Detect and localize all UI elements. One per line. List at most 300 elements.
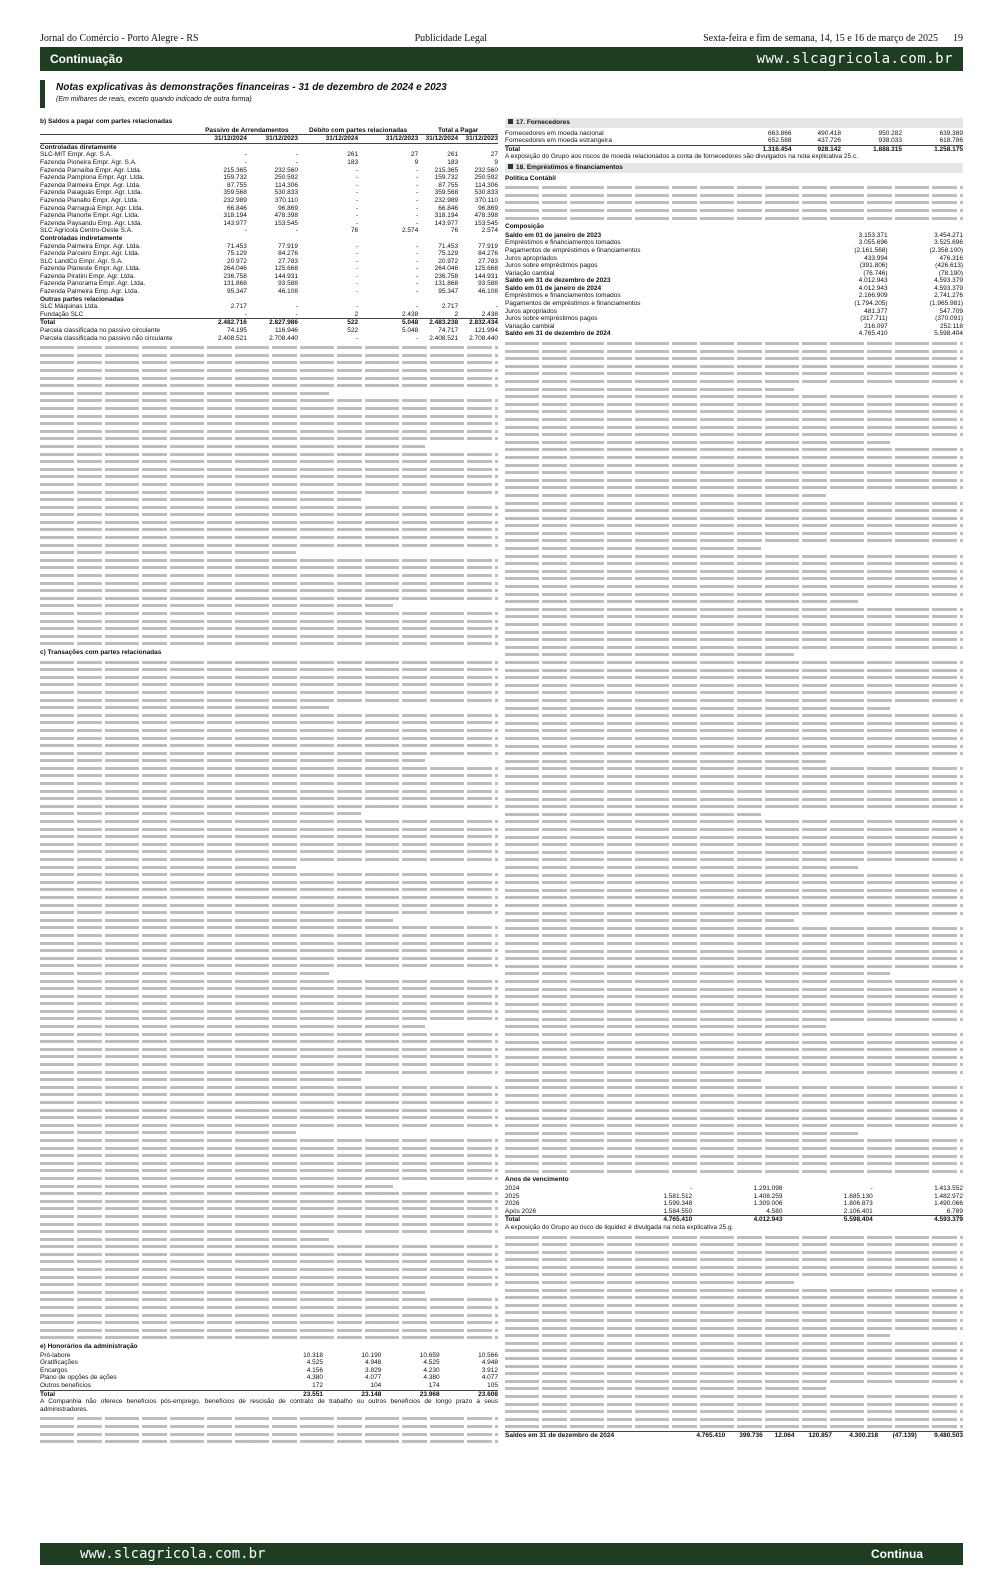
row-value: - <box>416 204 419 212</box>
text-line <box>505 354 963 362</box>
text-line <box>40 756 425 764</box>
text-line <box>505 1045 963 1053</box>
composicao-heading: Composição <box>505 223 545 231</box>
row-label: Fazenda Piratini Empr. Agr. Ltda. <box>40 272 136 280</box>
text-line <box>505 1098 963 1106</box>
text-line <box>505 635 963 643</box>
row-label: Fazenda Palmeira Emp. Agr. Ltda. <box>40 288 139 296</box>
row-value: 437.726 <box>817 137 842 145</box>
row-value: 2.483.238 <box>418 319 458 327</box>
text-line <box>505 1255 963 1263</box>
row-value: - <box>355 288 359 296</box>
total-row <box>40 1390 498 1398</box>
row-value: 3.153.371 <box>858 231 888 239</box>
text-line <box>505 536 963 544</box>
row-value: - <box>416 189 419 197</box>
text-line <box>40 556 498 564</box>
row-value: - <box>355 189 359 197</box>
text-line <box>505 878 963 886</box>
row-value: 370.110 <box>474 196 498 204</box>
row-value: 9 <box>414 158 419 166</box>
text-line <box>505 1091 963 1099</box>
row-value: 71.453 <box>226 242 247 250</box>
text-line <box>40 404 498 412</box>
section-18-heading: 18. Empréstimos e financiamentos <box>505 163 963 173</box>
row-value: 114.306 <box>275 181 299 189</box>
row-value: 4.156 <box>306 1366 323 1374</box>
text-line <box>505 779 963 787</box>
table-header-years: 31/12/2024 31/12/2023 31/12/2024 31/12/2023 31/12/2024 31/12/2023 <box>40 135 498 144</box>
text-line <box>505 468 963 476</box>
text-line <box>505 415 963 423</box>
row-value: 232.989 <box>434 196 459 204</box>
text-line <box>505 817 963 825</box>
row-value: 12.064 <box>763 1431 795 1439</box>
col-passivo: Passivo de Arrendamentos <box>196 127 298 135</box>
text-line <box>505 574 963 582</box>
row-value: (1.965.981) <box>929 300 963 308</box>
text-line <box>40 632 498 640</box>
row-value: 264.046 <box>223 265 247 273</box>
row-value: 95.347 <box>226 288 247 296</box>
table-row <box>505 308 963 316</box>
row-value: (2.358.100) <box>929 246 963 254</box>
text-line <box>505 734 963 742</box>
row-value: 1.408.259 <box>753 1192 783 1200</box>
table-row <box>505 270 963 278</box>
row-value: 4.593.379 <box>934 277 963 285</box>
row-value: 938.033 <box>878 137 902 145</box>
text-line <box>505 1369 963 1377</box>
text-line <box>40 510 498 518</box>
text-line <box>40 787 498 795</box>
text-line <box>505 863 858 871</box>
row-value: - <box>355 174 359 182</box>
text-line <box>505 1152 963 1160</box>
text-line <box>505 400 963 408</box>
row-value: - <box>355 280 359 288</box>
row-value: 2.438 <box>481 310 498 318</box>
row-value: - <box>244 151 247 159</box>
text-line <box>505 476 963 484</box>
row-label: 2024 <box>505 1184 520 1192</box>
text-line <box>40 533 498 541</box>
row-value: 4.525 <box>423 1359 440 1367</box>
text-line <box>505 825 963 833</box>
text-line <box>40 885 498 893</box>
text-line <box>40 1113 498 1121</box>
table-row <box>40 250 498 258</box>
text-line <box>505 1339 963 1347</box>
row-value: 215.365 <box>434 166 459 174</box>
text-line <box>40 1106 498 1114</box>
text-line <box>505 483 963 491</box>
text-line <box>505 810 761 818</box>
text-line <box>40 1437 498 1445</box>
text-line <box>505 438 890 446</box>
row-value: 950.282 <box>878 129 902 137</box>
text-line <box>505 612 963 620</box>
row-value: 4.765.410 <box>679 1431 725 1439</box>
text-line <box>505 1083 963 1091</box>
text-line <box>40 999 498 1007</box>
row-value: 2.717 <box>230 303 247 311</box>
text-line <box>40 427 498 435</box>
row-value: 96.869 <box>478 204 498 212</box>
row-value: - <box>416 257 419 265</box>
text-line <box>40 658 498 666</box>
text-line <box>40 465 498 473</box>
masthead <box>40 33 963 47</box>
text-line <box>505 1167 963 1175</box>
row-value: - <box>295 158 299 166</box>
row-value: 4.380 <box>306 1374 323 1382</box>
suppliers-table <box>505 130 963 154</box>
row-value: 46.108 <box>278 288 299 296</box>
table-row <box>40 227 498 235</box>
text-line <box>505 385 794 393</box>
row-value: - <box>416 272 419 280</box>
text-line <box>40 1204 498 1212</box>
row-value: 76 <box>450 227 459 235</box>
text-line <box>40 1311 498 1319</box>
text-line <box>40 525 498 533</box>
row-value: 3.055.696 <box>858 239 888 247</box>
row-label: Total <box>505 1216 602 1224</box>
table-row <box>40 189 498 197</box>
text-line <box>40 1151 498 1159</box>
text-line <box>505 749 963 757</box>
table-row <box>40 1367 498 1375</box>
row-value: 116.946 <box>275 327 299 335</box>
text-line <box>40 809 361 817</box>
row-label: Saldos em 31 de dezembro de 2024 <box>505 1431 679 1439</box>
row-value: 143.977 <box>223 219 247 227</box>
text-line <box>40 696 498 704</box>
notes-subtitle: (Em milhares de reais, exceto quando indicado de outra forma) <box>56 96 252 103</box>
table-row <box>505 1216 963 1224</box>
row-value: - <box>355 212 359 220</box>
row-label: Empréstimos e financiamentos tomados <box>505 292 621 300</box>
text-line <box>505 1324 963 1332</box>
text-line <box>505 1415 963 1423</box>
table-row <box>505 292 963 300</box>
text-line <box>505 772 963 780</box>
text-line <box>505 1159 963 1167</box>
text-line <box>40 1318 498 1326</box>
text-line <box>505 1121 963 1129</box>
row-value: 318.194 <box>434 212 459 220</box>
row-label: Gratificações <box>40 1359 78 1367</box>
table-row <box>505 330 963 338</box>
text-line <box>40 594 498 602</box>
liquidity-note: A exposição do Grupo ao risco de liquidez é divulgada na nota explicativa 25.g. <box>505 1223 734 1231</box>
row-value: - <box>690 1184 693 1192</box>
row-value: 71.453 <box>438 242 459 250</box>
text-line <box>505 1007 963 1015</box>
row-value: 95.347 <box>438 288 459 296</box>
text-line <box>505 962 963 970</box>
text-line <box>505 742 963 750</box>
closing-note: A Companhia não oferece benefícios pós-emprego, benefícios de rescisão de contrato de trabalho ou outros benefícios de longo prazo a seus administradores. <box>40 1398 498 1413</box>
row-value: 370.110 <box>275 196 299 204</box>
row-value: 2.106.401 <box>843 1207 873 1215</box>
text-line <box>40 825 498 833</box>
text-line <box>505 1000 963 1008</box>
row-value: - <box>355 196 359 204</box>
row-value: 131.868 <box>434 280 459 288</box>
text-line <box>40 1075 361 1083</box>
row-value: - <box>416 181 419 189</box>
text-line <box>40 734 498 742</box>
row-value: 23.608 <box>440 1390 498 1398</box>
notes-header-bar <box>40 80 45 108</box>
text-line <box>40 488 498 496</box>
row-value: - <box>416 196 419 204</box>
text-line <box>505 582 963 590</box>
text-line <box>40 1182 393 1190</box>
text-line <box>40 847 498 855</box>
text-line <box>40 1326 498 1334</box>
row-value: 4.077 <box>481 1374 498 1382</box>
text-line <box>40 961 498 969</box>
row-label: Fornecedores em moeda nacional <box>505 129 604 137</box>
text-line <box>40 1242 498 1250</box>
row-value: 2.708.440 <box>469 334 498 342</box>
text-line <box>40 1220 498 1228</box>
masthead-newspaper: Jornal do Comércio - Porto Alegre - RS <box>40 33 199 44</box>
row-value: 27 <box>490 151 498 159</box>
text-line <box>40 609 498 617</box>
text-line <box>505 514 963 522</box>
table-row <box>40 182 498 190</box>
footer-website-link[interactable]: www.slcagricola.com.br <box>80 1546 266 1562</box>
table-row <box>505 262 963 270</box>
text-line <box>40 1060 498 1068</box>
text-line <box>40 1136 498 1144</box>
row-value: 250.592 <box>474 174 498 182</box>
text-line <box>40 1037 498 1045</box>
text-line <box>40 870 498 878</box>
text-line <box>505 947 963 955</box>
row-label: SLC Máquinas Ltda. <box>40 303 99 311</box>
table-row <box>40 280 498 288</box>
row-label: Após 2026 <box>505 1207 537 1215</box>
row-value: 2.574 <box>481 227 498 235</box>
row-value: 236.758 <box>223 272 247 280</box>
text-line <box>40 1014 498 1022</box>
text-line <box>40 480 498 488</box>
row-value: 2 <box>454 310 459 318</box>
row-value: 4.012.943 <box>858 284 888 292</box>
left-table-block <box>40 658 498 1341</box>
row-value: 23.148 <box>323 1390 381 1398</box>
row-label: Saldo em 01 de janeiro de 2023 <box>505 231 602 239</box>
text-line <box>40 878 498 886</box>
text-line <box>505 1022 826 1030</box>
row-label: Fazenda Palmeira Empr. Agr. Ltda. <box>40 181 141 189</box>
text-line <box>40 1128 296 1136</box>
row-value: - <box>416 280 419 288</box>
text-line <box>40 1045 498 1053</box>
row-value: 4.300.218 <box>832 1431 878 1439</box>
text-line <box>40 434 498 442</box>
text-line <box>40 680 498 688</box>
left-text-block-end <box>40 1414 498 1444</box>
row-value: 144.931 <box>274 272 299 280</box>
text-line <box>505 1422 963 1430</box>
row-value: 4.593.379 <box>934 284 963 292</box>
text-line <box>40 893 498 901</box>
text-line <box>40 563 498 571</box>
row-value: - <box>416 265 419 273</box>
row-value: 75.129 <box>226 250 247 258</box>
text-line <box>505 673 963 681</box>
row-value: (47.139) <box>878 1431 917 1439</box>
row-value: 359.568 <box>223 189 247 197</box>
row-label: Fazenda Panorama Empr. Agr. Ltda. <box>40 280 146 288</box>
row-value: 2.708.440 <box>269 334 299 342</box>
text-line <box>40 442 425 450</box>
section-marker-icon <box>508 119 513 124</box>
row-value: (1.794.205) <box>854 300 888 308</box>
text-line <box>40 1083 498 1091</box>
row-value: 5.598.404 <box>782 1216 872 1224</box>
text-line <box>505 939 963 947</box>
table-row <box>505 1208 963 1216</box>
row-label: Total <box>505 145 731 153</box>
row-value: 87.755 <box>438 181 459 189</box>
text-line <box>505 1301 963 1309</box>
text-line <box>40 749 498 757</box>
text-line <box>40 1273 498 1281</box>
row-label: Encargos <box>40 1366 68 1374</box>
text-line <box>505 711 963 719</box>
text-line <box>505 1053 963 1061</box>
row-label: Fazenda Paiaguás Empr. Agr. Ltda. <box>40 189 143 197</box>
row-value: 131.868 <box>223 280 247 288</box>
row-value: 663.866 <box>767 129 792 137</box>
row-value: 3.525.696 <box>934 239 963 247</box>
text-line <box>505 552 963 560</box>
section-17-heading: 17. Fornecedores <box>505 118 963 128</box>
row-value: - <box>295 310 299 318</box>
row-value: 74.195 <box>226 327 247 335</box>
table-row <box>505 232 963 240</box>
text-line <box>505 650 794 658</box>
banner-website-link[interactable]: www.slcagricola.com.br <box>756 51 953 67</box>
table-row <box>505 277 963 285</box>
text-line <box>40 688 498 696</box>
footer-continues: Continua <box>871 1547 923 1561</box>
row-value: 1.482.972 <box>934 1192 963 1200</box>
text-line <box>505 909 963 917</box>
row-value: 2.717 <box>441 303 459 311</box>
row-value: 20.972 <box>226 257 247 265</box>
row-label: SLC Agrícola Centro-Oeste S.A. <box>40 227 133 235</box>
text-line <box>40 855 498 863</box>
text-line <box>505 696 963 704</box>
row-value: 928.142 <box>791 145 841 153</box>
row-value: - <box>416 242 419 250</box>
row-value: (76.746) <box>863 269 888 277</box>
table-row <box>505 285 963 293</box>
row-value: 1.581.512 <box>663 1192 693 1200</box>
text-line <box>505 1240 963 1248</box>
text-line <box>40 1098 498 1106</box>
row-value: 20.972 <box>438 257 459 265</box>
related-payables-table <box>40 127 498 343</box>
text-line <box>40 1414 498 1422</box>
text-line <box>505 392 963 400</box>
left-column <box>40 116 498 1541</box>
row-value: 639.389 <box>939 129 963 137</box>
row-value: 4.948 <box>481 1359 498 1367</box>
text-line <box>40 977 498 985</box>
row-label: Fazenda Parnaíba Empr. Agr. Ltda. <box>40 166 142 174</box>
row-value: (370.091) <box>935 315 963 323</box>
text-line <box>40 908 498 916</box>
row-value: 522 <box>347 327 359 335</box>
text-line <box>40 931 498 939</box>
row-label: Empréstimos e financiamentos tomados <box>505 239 621 247</box>
row-value: 3.454.271 <box>934 231 963 239</box>
text-line <box>505 1346 963 1354</box>
row-value: 652.588 <box>767 137 792 145</box>
related-payables-heading: b) Saldos a pagar com partes relacionadas <box>40 118 173 125</box>
text-line <box>40 1030 498 1038</box>
row-value: 252.118 <box>939 322 963 330</box>
text-line <box>505 620 963 628</box>
group-label-row <box>40 143 498 151</box>
text-line <box>505 1144 963 1152</box>
text-line <box>40 1068 498 1076</box>
text-line <box>40 1430 498 1438</box>
text-line <box>40 1197 498 1205</box>
table-row <box>40 1352 498 1360</box>
row-value: 125.668 <box>274 265 299 273</box>
table-row <box>40 1359 498 1367</box>
text-line <box>505 559 963 567</box>
text-line <box>505 1270 963 1278</box>
text-line <box>505 1136 963 1144</box>
row-value: - <box>416 219 419 227</box>
text-line <box>505 430 963 438</box>
row-label: Fazenda Parnaguá Empr. Agr. Ltda. <box>40 204 144 212</box>
text-line <box>505 969 890 977</box>
row-value: 476.316 <box>939 254 963 262</box>
row-value: 120.857 <box>795 1431 833 1439</box>
row-value: 478.398 <box>474 212 498 220</box>
text-line <box>40 1052 498 1060</box>
table-row <box>40 327 498 335</box>
text-line <box>40 1250 498 1258</box>
text-line <box>505 521 963 529</box>
table-row <box>40 243 498 251</box>
text-line <box>40 366 498 374</box>
row-value: - <box>355 242 359 250</box>
text-line <box>505 445 963 453</box>
text-line <box>505 833 963 841</box>
table-row <box>40 265 498 273</box>
text-line <box>505 1068 963 1076</box>
row-value: 144.931 <box>474 272 498 280</box>
text-line <box>505 643 963 651</box>
text-line <box>40 457 498 465</box>
row-value: 4.525 <box>306 1359 323 1367</box>
text-line <box>40 1007 498 1015</box>
text-line <box>505 597 858 605</box>
